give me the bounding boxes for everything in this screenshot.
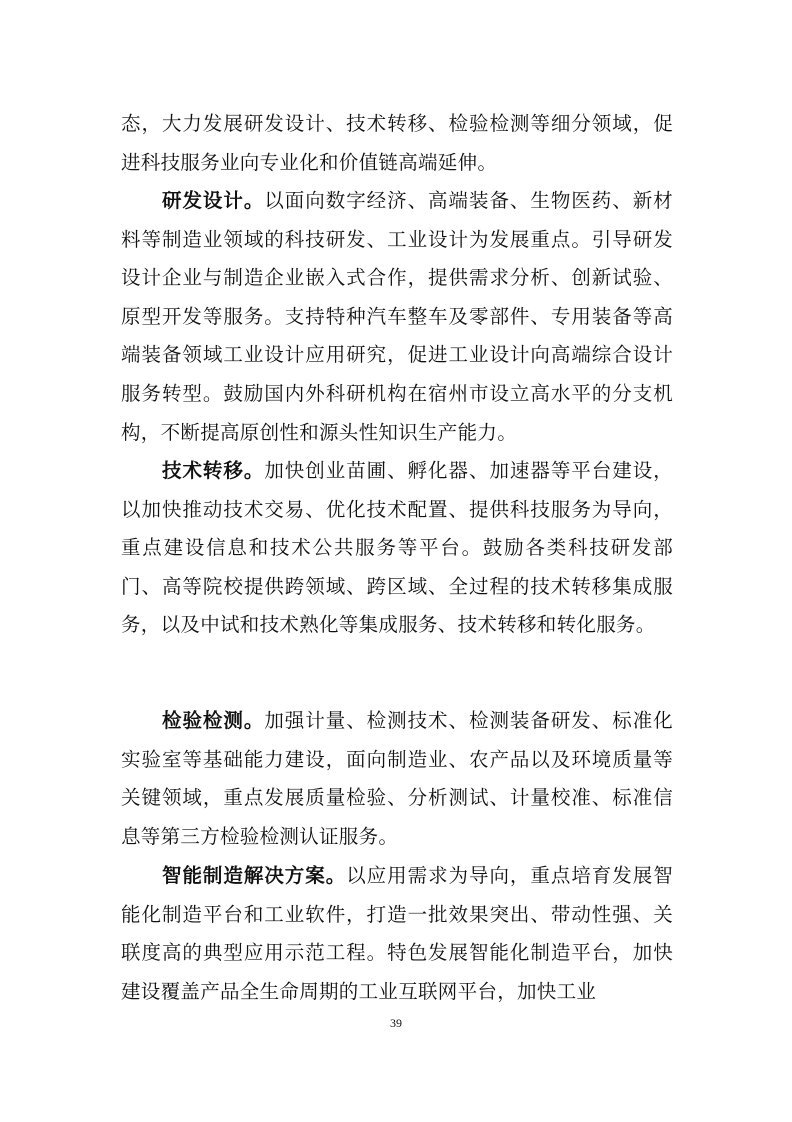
paragraph-heading: 智能制造解决方案。 [162,864,347,887]
paragraph-smart-manufacturing [121,857,673,1011]
paragraph-text: 加强计量、检测技术、检测装备研发、标准化实验室等基础能力建设，面向制造业、农产品以及环境质量等关键领域，重点发展质量检验、分析测试、计量校准、标准信息等第三方检验检测认证服务。 [121,709,673,848]
paragraph-rd-design [121,182,673,452]
paragraph-text: 以面向数字经济、高端装备、生物医药、新材料等制造业领域的科技研发、工业设计为发展重点。引导研发设计企业与制造企业嵌入式合作，提供需求分析、创新试验、原型开发等服务。支持特种汽车整车及零部件、专用装备等高端装备领域工业设计应用研究，促进工业设计向高端综合设计服务转型。鼓励国内外科研机构在宿州市设立高水平的分支机构，不断提高原创性和源头性知识生产能力。 [121,189,673,444]
paragraph-text: 以应用需求为导向，重点培育发展智能化制造平台和工业软件，打造一批效果突出、带动性强、关联度高的典型应用示范工程。特色发展智能化制造平台，加快建设覆盖产品全生命周期的工业互联网平台，加快工业 [121,864,673,1003]
paragraph-heading: 检验检测。 [162,709,265,732]
paragraph-heading: 技术转移。 [162,459,265,482]
paragraph-text: 态，大力发展研发设计、技术转移、检验检测等细分领域，促进科技服务业向专业化和价值链高端延伸。 [121,112,673,174]
page-number: 39 [390,1016,402,1030]
paragraph-tech-transfer [121,452,673,645]
paragraph-inspection [121,702,673,856]
paragraph-heading: 研发设计。 [162,189,265,212]
paragraph-continuation [121,105,673,182]
paragraph-text: 加快创业苗圃、孵化器、加速器等平台建设，以加快推动技术交易、优化技术配置、提供科技服务为导向，重点建设信息和技术公共服务等平台。鼓励各类科技研发部门、高等院校提供跨领域、跨区域、全过程的技术转移集成服务，以及中试和技术熟化等集成服务、技术转移和转化服务。 [121,459,673,637]
